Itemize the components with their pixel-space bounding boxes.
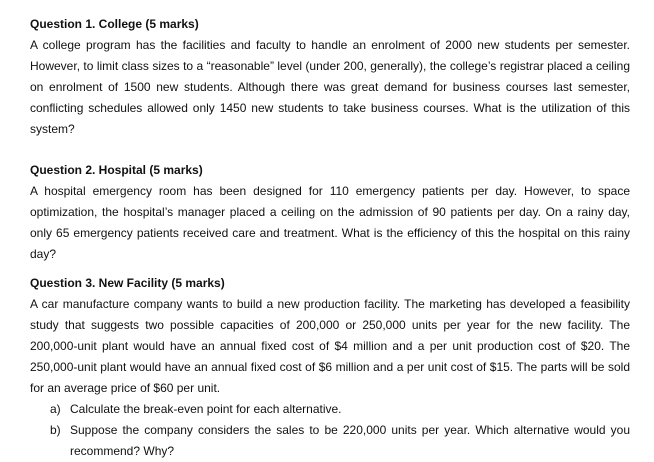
question-3-part-a: [30, 399, 630, 420]
part-a-text: Calculate the break-even point for each alternative.: [70, 402, 342, 416]
question-2: [30, 160, 630, 265]
question-1-body: A college program has the facilities and faculty to handle an enrolment of 2000 new students per semester. However, to limit class sizes to a “reasonable” level (under 200, generally), the college’s registrar placed a ceiling on enrolment of 1500 new students. Although there was great demand for business courses last semester, conflicting schedules allowed only 1450 new students to take business courses. What is the utilization of this system?: [30, 38, 630, 136]
question-3-title: Question 3. New Facility (5 marks): [30, 276, 225, 290]
question-3-body: A car manufacture company wants to build a new production facility. The marketing has developed a feasibility study that suggests two possible capacities of 200,000 or 250,000 units per year for the new facility. The 200,000-unit plant would have an annual fixed cost of $4 million and a per unit production cost of $20. The 250,000-unit plant would have an annual fixed cost of $6 million and a per unit cost of $15. The parts will be sold for an average price of $60 per unit.: [30, 297, 630, 395]
document-page: [30, 14, 630, 462]
question-2-body: A hospital emergency room has been designed for 110 emergency patients per day. However, to space optimization, the hospital’s manager placed a ceiling on the admission of 90 patients per day. On a rainy day, only 65 emergency patients received care and treatment. What is the efficiency of this the hospital on this rainy day?: [30, 184, 630, 261]
part-b-marker: b): [50, 423, 61, 437]
question-1-title: Question 1. College (5 marks): [30, 17, 199, 31]
question-1: [30, 14, 630, 140]
question-3-parts: [30, 399, 630, 462]
part-b-text: Suppose the company considers the sales to be 220,000 units per year. Which alternative would you recommend? Why?: [70, 423, 630, 458]
question-2-title: Question 2. Hospital (5 marks): [30, 163, 203, 177]
part-a-marker: a): [50, 402, 61, 416]
question-3: [30, 273, 630, 462]
